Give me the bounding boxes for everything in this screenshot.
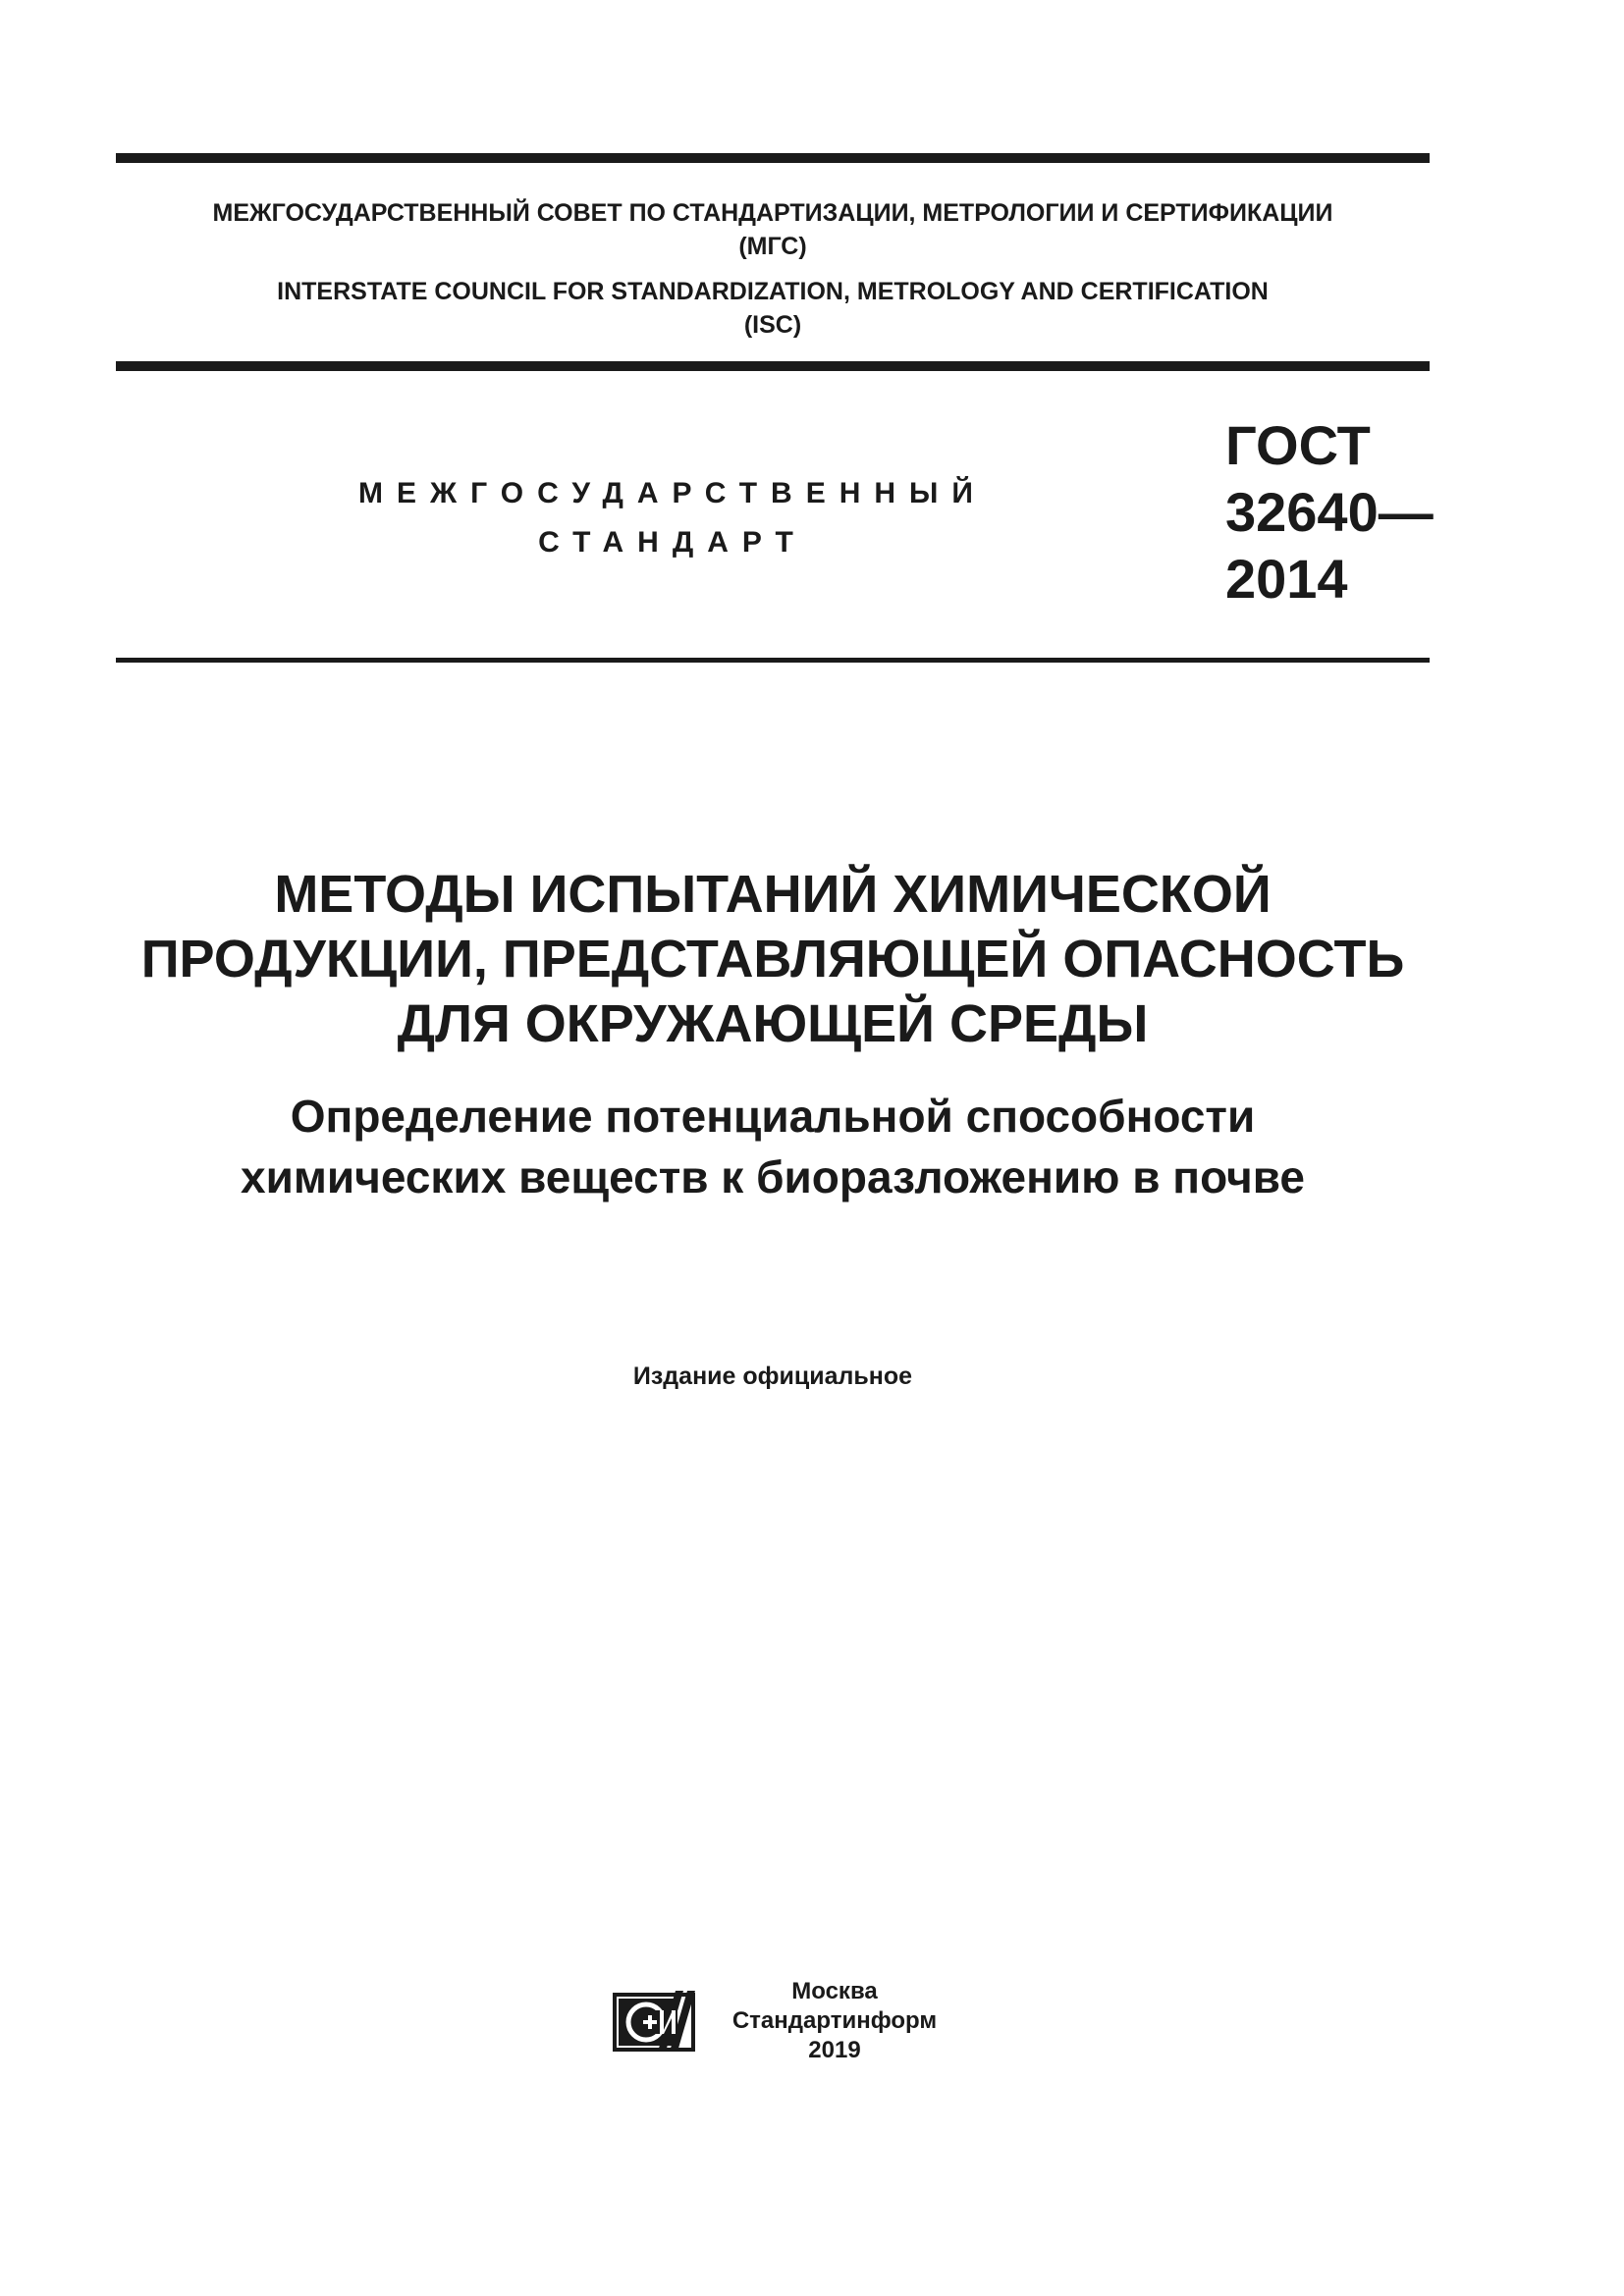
- edition-note: Издание официальное: [632, 1362, 913, 1390]
- subtitle-line: Определение потенциальной способности: [290, 1091, 1256, 1142]
- title-line: ДЛЯ ОКРУЖАЮЩЕЙ СРЕДЫ: [397, 994, 1149, 1053]
- top-rule: [116, 153, 1430, 163]
- designation-line2: 32640—: [1225, 481, 1434, 543]
- council-name-en: [116, 275, 1430, 342]
- council-en-text: INTERSTATE COUNCIL FOR STANDARDIZATION, METROLOGY AND CERTIFICATION: [277, 278, 1269, 305]
- publisher-city: Москва: [791, 1978, 878, 2004]
- publisher-info: [727, 1977, 943, 2065]
- designation-line3: 2014: [1225, 548, 1348, 610]
- publisher-name: Стандартинформ: [731, 2007, 938, 2034]
- title-line: МЕТОДЫ ИСПЫТАНИЙ ХИМИЧЕСКОЙ: [274, 865, 1272, 924]
- header-bottom-rule: [116, 361, 1430, 371]
- designation-line1: ГОСТ: [1225, 414, 1371, 476]
- council-ru-abbr: (МГС): [738, 233, 807, 260]
- publisher-year: 2019: [808, 2037, 861, 2063]
- standartinform-logo-icon: [611, 1983, 701, 2054]
- standard-type: [324, 469, 1021, 567]
- council-name-ru: [116, 196, 1430, 263]
- council-en-abbr: (ISC): [743, 311, 802, 339]
- designation-rule: [116, 658, 1430, 663]
- council-ru-text: МЕЖГОСУДАРСТВЕННЫЙ СОВЕТ ПО СТАНДАРТИЗАЦИИ, МЕТРОЛОГИИ И СЕРТИФИКАЦИИ: [212, 199, 1333, 227]
- document-title: [116, 862, 1430, 1056]
- subtitle-line: химических веществ к биоразложению в почве: [241, 1151, 1305, 1202]
- title-line: ПРОДУКЦИИ, ПРЕДСТАВЛЯЮЩЕЙ ОПАСНОСТЬ: [140, 930, 1405, 988]
- standard-type-line1: МЕЖГОСУДАРСТВЕННЫЙ: [358, 477, 987, 509]
- standard-designation: [1225, 412, 1434, 613]
- standard-type-line2: СТАНДАРТ: [538, 526, 807, 559]
- document-subtitle: [116, 1086, 1430, 1207]
